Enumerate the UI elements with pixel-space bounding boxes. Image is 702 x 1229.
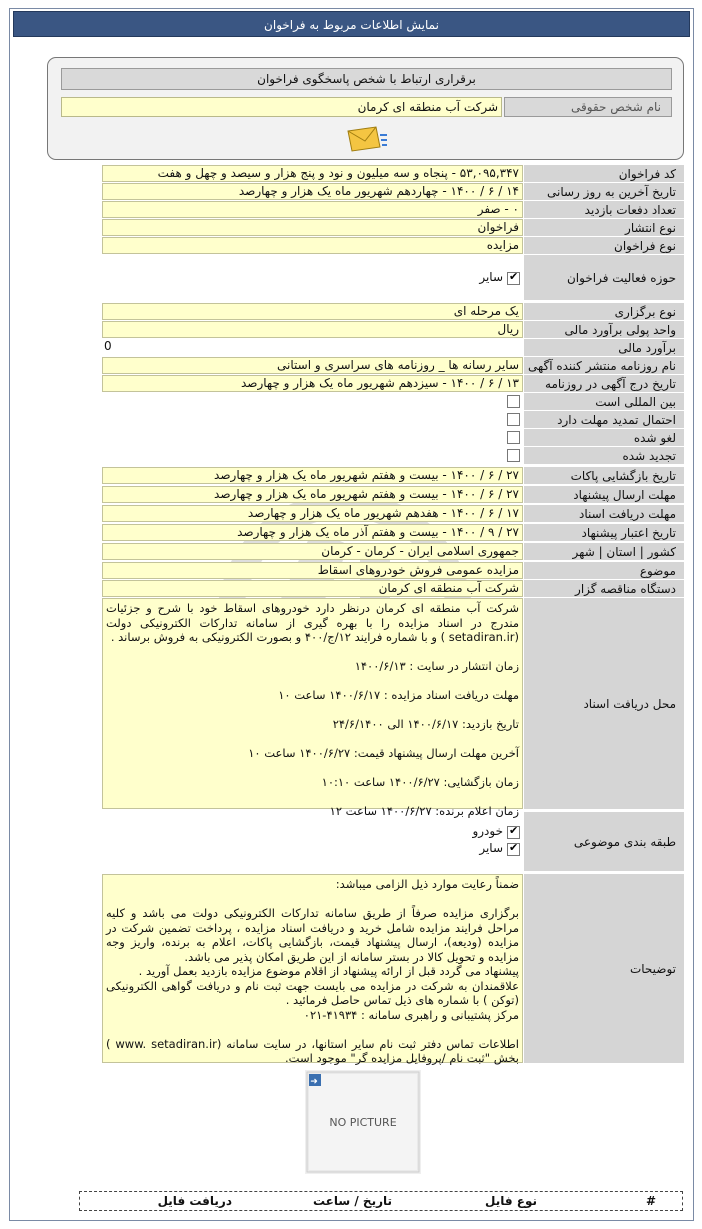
international-checkbox[interactable] bbox=[507, 395, 520, 408]
newspaper-date-value: ۱۳ / ۶ / ۱۴۰۰ - سیزدهم شهریور ماه یک هزار و چهارصد bbox=[102, 375, 523, 392]
submit-deadline-value: ۲۷ / ۶ / ۱۴۰۰ - بیست و هفتم شهریور ماه یک هزار و چهارصد bbox=[102, 486, 523, 503]
notes-label: توضیحات bbox=[524, 874, 684, 1063]
email-icon[interactable] bbox=[344, 125, 388, 153]
validity-label: تاریخ اعتبار پیشنهاد bbox=[524, 524, 684, 541]
code-label: کد فراخوان bbox=[524, 165, 684, 182]
newspaper-date-label: تاریخ درج آگهی در روزنامه bbox=[524, 375, 684, 392]
cancelled-label: لغو شده bbox=[524, 429, 684, 446]
doc-place-text: شرکت آب منطقه ای کرمان درنظر دارد خودروهای اسقاط خود با شرح و جزئیات مندرج در اسناد مزایده را با بهره گیری از سامانه تدارکات الکترونیکی دولت (setadiran.ir ) و با شماره فرایند ۱۲/ج/۴۰۰ و بصورت الکترونیکی به فروش برساند . زمان انتشار در سایت : ۱۴۰۰/۶/۱۳ مهلت دریافت اسناد مزایده : ۱۴۰۰/۶/۱۷ ساعت ۱۰ تاریخ بازدید: ۱۴۰۰/۶/۱۷ الی ۲۴/۶/۱۴۰۰ آخرین مهلت ارسال پیشنهاد قیمت: ۱۴۰۰/۶/۲۷ ساعت ۱۰ زمان بازگشایی: ۱۴۰۰/۶/۲۷ ساعت ۱۰:۱۰ زمان اعلام برنده: ۱۴۰۰/۶/۲۷ ساعت ۱۲ bbox=[102, 598, 523, 809]
opening-date-label: تاریخ بازگشایی پاکات bbox=[524, 467, 684, 484]
holding-type-label: نوع برگزاری bbox=[524, 303, 684, 320]
publish-type-value: فراخوان bbox=[102, 219, 523, 236]
category-label: طبقه بندی موضوعی bbox=[524, 812, 684, 871]
activity-label: حوزه فعالیت فراخوان bbox=[524, 255, 684, 300]
location-value: جمهوری اسلامی ایران - کرمان - کرمان bbox=[102, 543, 523, 560]
visits-value: ۰ - صفر bbox=[102, 201, 523, 218]
notes-text: ضمناً رعایت موارد ذیل الزامی میباشد: برگزاری مزایده صرفاً از طریق سامانه تدارکات الکترونیکی دولت می باشد و کلیه مراحل فرایند مزایده شامل خرید و دریافت اسناد مزایده ، پرداخت تضمین شرکت در مزایده (ودیعه)، ارسال پیشنهاد قیمت، بازگشایی پاکات، اعلام به برنده، واریز وجه مزایده و تحویل کالا در بستر سامانه از این طریق امکان پذیر می باشد. پیشنهاد می گردد قبل از ارائه پیشنهاد از اقلام موضوع مزایده بازدید بعمل آورید . علاقمندان به شرکت در مزایده می بایست جهت ثبت نام و دریافت گواهی الکترونیکی (توکن ) با شماره های ذیل تماس حاصل فرمائید . مرکز پشتیبانی و راهبری سامانه : ۴۱۹۳۴-۰۲۱ اطلاعات تماس دفتر ثبت نام سایر استانها، در سایت سامانه (www. setadiran.ir ) بخش "ثبت نام /پروفایل مزایده گر" موجود است. bbox=[102, 874, 523, 1063]
activity-checkbox[interactable] bbox=[507, 272, 520, 285]
doc-place-label: محل دریافت اسناد bbox=[524, 598, 684, 809]
files-col-index: # bbox=[645, 1194, 656, 1208]
category-car-option: خودرو bbox=[472, 824, 503, 838]
legal-person-label: نام شخص حقوقی bbox=[504, 97, 672, 117]
organizer-label: دستگاه مناقصه گزار bbox=[524, 580, 684, 597]
extension-checkbox[interactable] bbox=[507, 413, 520, 426]
subject-label: موضوع bbox=[524, 562, 684, 579]
files-table-header bbox=[79, 1191, 683, 1211]
code-value: ۵۳,۰۹۵,۳۴۷ - پنجاه و سه میلیون و نود و پنج هزار و سیصد و چهل و هفت bbox=[102, 165, 523, 182]
svg-text:➜: ➜ bbox=[310, 1077, 318, 1087]
files-col-datetime: تاریخ / ساعت bbox=[312, 1194, 392, 1208]
renewed-checkbox[interactable] bbox=[507, 449, 520, 462]
files-col-type: نوع فایل bbox=[485, 1194, 537, 1208]
doc-deadline-label: مهلت دریافت اسناد bbox=[524, 505, 684, 522]
legal-person-value: شرکت آب منطقه ای کرمان bbox=[61, 97, 502, 117]
contact-heading: برقراری ارتباط با شخص پاسخگوی فراخوان bbox=[61, 68, 672, 90]
call-type-value: مزایده bbox=[102, 237, 523, 254]
legal-person-row bbox=[61, 97, 672, 117]
last-update-label: تاریخ آخرین به روز رسانی bbox=[524, 183, 684, 200]
subject-value: مزایده عمومی فروش خودروهای اسقاط bbox=[102, 562, 523, 579]
contact-panel bbox=[47, 57, 684, 160]
organizer-value: شرکت آب منطقه ای کرمان bbox=[102, 580, 523, 597]
publish-type-label: نوع انتشار bbox=[524, 219, 684, 236]
last-update-value: ۱۴ / ۶ / ۱۴۰۰ - چهاردهم شهریور ماه یک هزار و چهارصد bbox=[102, 183, 523, 200]
newspaper-value: سایر رسانه ها _ روزنامه های سراسری و استانی bbox=[102, 357, 523, 374]
opening-date-value: ۲۷ / ۶ / ۱۴۰۰ - بیست و هفتم شهریور ماه یک هزار و چهارصد bbox=[102, 467, 523, 484]
newspaper-label: نام روزنامه منتشر کننده آگهی bbox=[524, 357, 684, 374]
category-other-checkbox[interactable] bbox=[507, 843, 520, 856]
extension-label: احتمال تمدید مهلت دارد bbox=[524, 411, 684, 428]
activity-option: سایر bbox=[479, 270, 503, 284]
validity-value: ۲۷ / ۹ / ۱۴۰۰ - بیست و هفتم آذر ماه یک هزار و چهارصد bbox=[102, 524, 523, 541]
cancelled-checkbox[interactable] bbox=[507, 431, 520, 444]
doc-deadline-value: ۱۷ / ۶ / ۱۴۰۰ - هفدهم شهریور ماه یک هزار و چهارصد bbox=[102, 505, 523, 522]
location-label: کشور | استان | شهر bbox=[524, 543, 684, 560]
files-col-download: دریافت فایل bbox=[157, 1194, 232, 1208]
international-label: بین المللی است bbox=[524, 393, 684, 410]
estimate-label: برآورد مالی bbox=[524, 339, 684, 356]
call-type-label: نوع فراخوان bbox=[524, 237, 684, 254]
no-picture-text: NO PICTURE bbox=[329, 1116, 397, 1129]
category-car-checkbox[interactable] bbox=[507, 826, 520, 839]
holding-type-value: یک مرحله ای bbox=[102, 303, 523, 320]
submit-deadline-label: مهلت ارسال پیشنهاد bbox=[524, 486, 684, 503]
renewed-label: تجدید شده bbox=[524, 447, 684, 464]
visits-label: تعداد دفعات بازدید bbox=[524, 201, 684, 218]
currency-label: واحد پولی برآورد مالی bbox=[524, 321, 684, 338]
page-title: نمایش اطلاعات مربوط به فراخوان bbox=[13, 11, 690, 37]
no-picture-image bbox=[303, 1068, 425, 1175]
currency-value: ریال bbox=[102, 321, 523, 338]
category-other-option: سایر bbox=[479, 841, 503, 855]
estimate-value: 0 bbox=[102, 339, 523, 356]
